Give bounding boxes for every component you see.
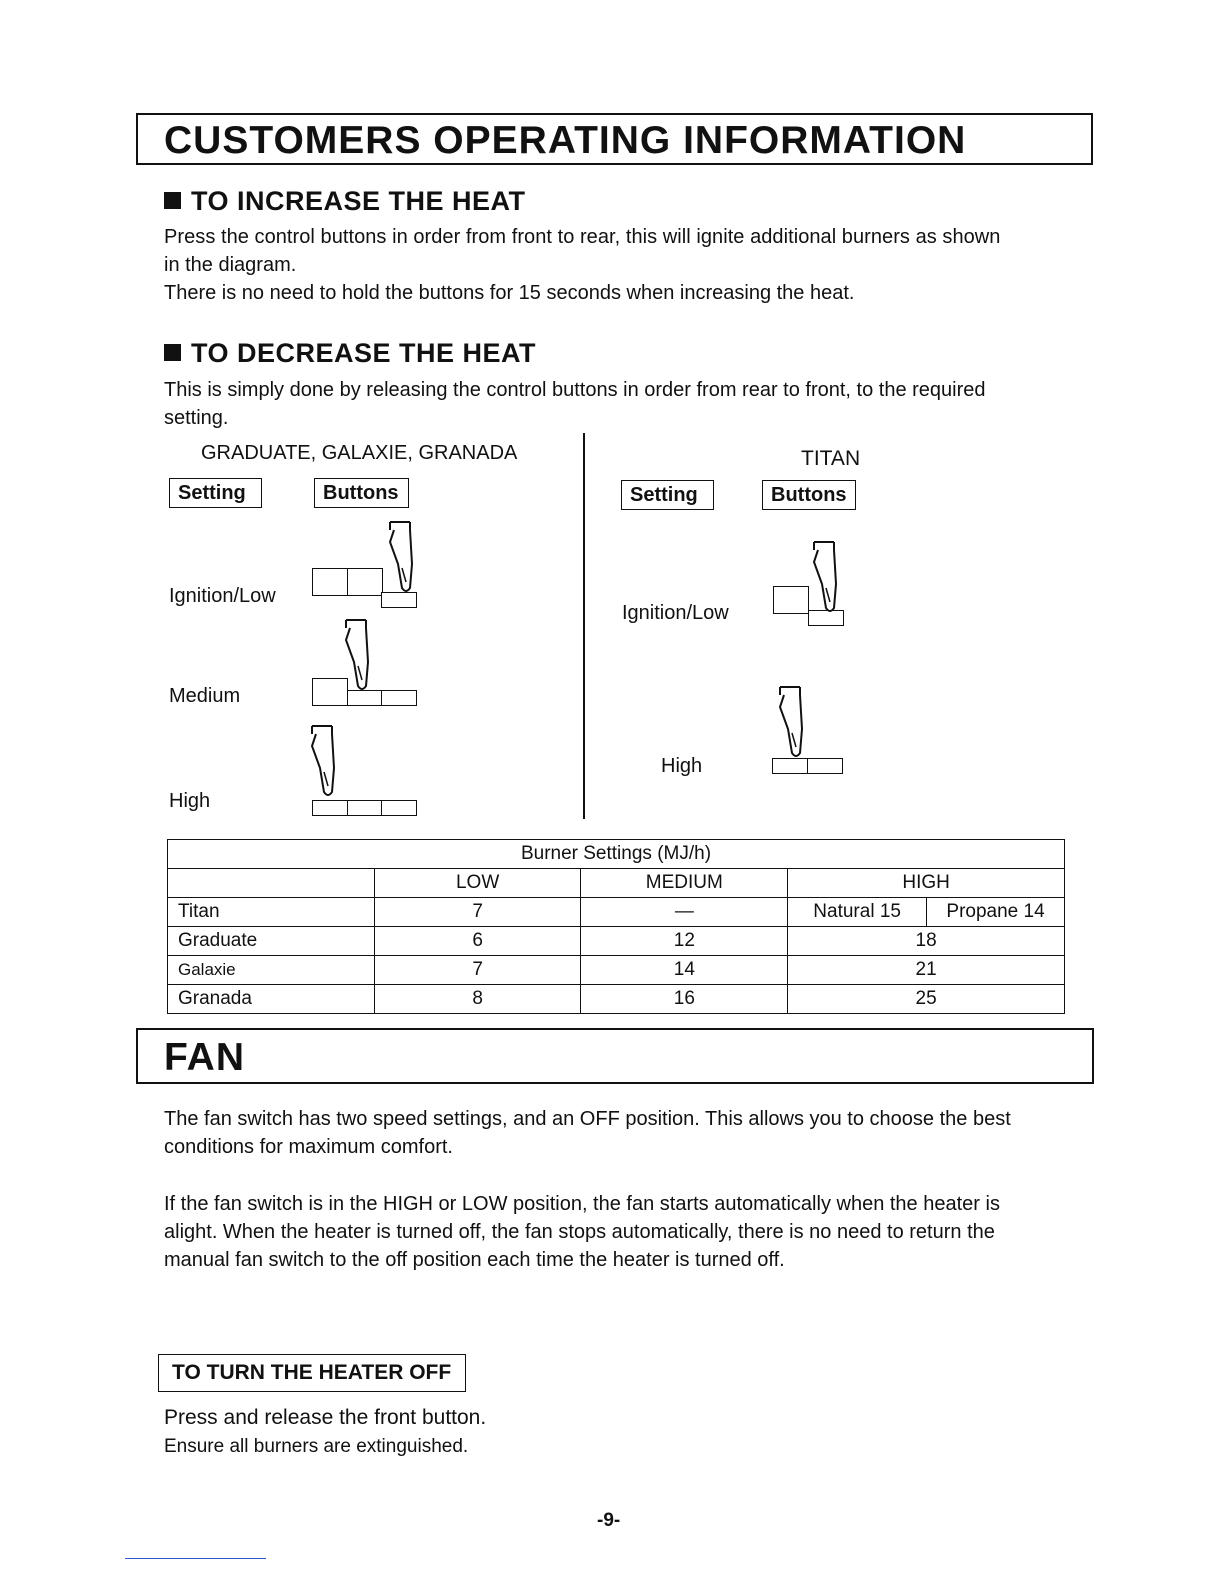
table-cell: 7 [374, 898, 581, 927]
table-cell: 14 [581, 956, 788, 985]
table-cell: 8 [374, 985, 581, 1014]
turn-off-heading: TO TURN THE HEATER OFF [158, 1354, 466, 1392]
table-cell: — [581, 898, 788, 927]
control-button [381, 690, 417, 706]
page-title: CUSTOMERS OPERATING INFORMATION [164, 119, 967, 162]
pointing-hand-icon [306, 724, 346, 804]
control-button [347, 568, 383, 596]
table-cell: Propane 14 [927, 898, 1065, 927]
table-cell: Granada [168, 985, 375, 1014]
fan-line: The fan switch has two speed settings, and an OFF position. This allows you to choose the best [164, 1108, 1011, 1130]
turn-off-line: Press and release the front button. [164, 1406, 487, 1429]
table-cell: 12 [581, 927, 788, 956]
table-cell: Graduate [168, 927, 375, 956]
fan-paragraph-1 [164, 1105, 1104, 1161]
setting-tag: Setting [169, 478, 262, 508]
decrease-line: This is simply done by releasing the control buttons in order from rear to front, to the required [164, 379, 986, 401]
table-row [168, 985, 1065, 1014]
increase-line: in the diagram. [164, 254, 297, 276]
increase-line: There is no need to hold the buttons for 15 seconds when increasing the heat. [164, 282, 855, 304]
buttons-tag: Buttons [762, 480, 856, 510]
decrease-heading: TO DECREASE THE HEAT [164, 338, 536, 369]
fan-header-box [136, 1028, 1094, 1084]
table-cell: 16 [581, 985, 788, 1014]
row-label-ignition-low: Ignition/Low [169, 585, 276, 607]
fan-line: alight. When the heater is turned off, the fan stops automatically, there is no need to return the [164, 1221, 995, 1243]
row-label-high: High [661, 755, 703, 777]
page-number: -9- [597, 1510, 621, 1531]
header-box [136, 113, 1093, 165]
table-cell: Titan [168, 898, 375, 927]
table-cell: 6 [374, 927, 581, 956]
increase-heading: TO INCREASE THE HEAT [164, 186, 526, 217]
table-header-empty [168, 869, 375, 898]
setting-tag: Setting [621, 480, 714, 510]
buttons-tag: Buttons [314, 478, 409, 508]
diagram-right-title: TITAN [801, 447, 861, 470]
decrease-text [164, 376, 1104, 432]
turn-off-line: Ensure all burners are extinguished. [164, 1436, 469, 1457]
table-cell: 18 [788, 927, 1065, 956]
table-cell: 7 [374, 956, 581, 985]
table-row [168, 898, 1065, 927]
increase-line: Press the control buttons in order from front to rear, this will ignite additional burners as shown [164, 226, 1001, 248]
diagram-divider [583, 433, 585, 819]
pointing-hand-icon [774, 685, 814, 765]
row-label-medium: Medium [169, 685, 241, 707]
square-bullet-icon [164, 344, 181, 361]
control-button [312, 568, 348, 596]
table-caption: Burner Settings (MJ/h) [168, 840, 1065, 869]
table-cell: 25 [788, 985, 1065, 1014]
square-bullet-icon [164, 192, 181, 209]
decrease-line: setting. [164, 407, 229, 429]
row-label-ignition-low: Ignition/Low [622, 602, 729, 624]
control-button [773, 586, 809, 614]
increase-text [164, 223, 1104, 307]
table-header: MEDIUM [581, 869, 788, 898]
table-row [168, 927, 1065, 956]
pointing-hand-icon [384, 520, 424, 600]
row-label-high: High [169, 790, 211, 812]
table-row [168, 956, 1065, 985]
table-cell: 21 [788, 956, 1065, 985]
control-button [381, 800, 417, 816]
fan-line: If the fan switch is in the HIGH or LOW position, the fan starts automatically when the heater is [164, 1193, 1000, 1215]
pointing-hand-icon [808, 540, 848, 620]
footnote-rule [125, 1558, 266, 1559]
table-header: HIGH [788, 869, 1065, 898]
control-button [347, 800, 383, 816]
table-header-row [168, 869, 1065, 898]
fan-line: conditions for maximum comfort. [164, 1136, 453, 1158]
table-cell: Natural 15 [788, 898, 927, 927]
table-header: LOW [374, 869, 581, 898]
diagram-left-title: GRADUATE, GALAXIE, GRANADA [201, 442, 518, 464]
burner-settings-table [167, 839, 1065, 1014]
table-cell: Galaxie [168, 956, 375, 985]
pointing-hand-icon [340, 618, 380, 698]
fan-title: FAN [164, 1036, 245, 1079]
fan-line: manual fan switch to the off position each time the heater is turned off. [164, 1249, 785, 1271]
table-caption-row [168, 840, 1065, 869]
fan-paragraph-2 [164, 1190, 1104, 1274]
